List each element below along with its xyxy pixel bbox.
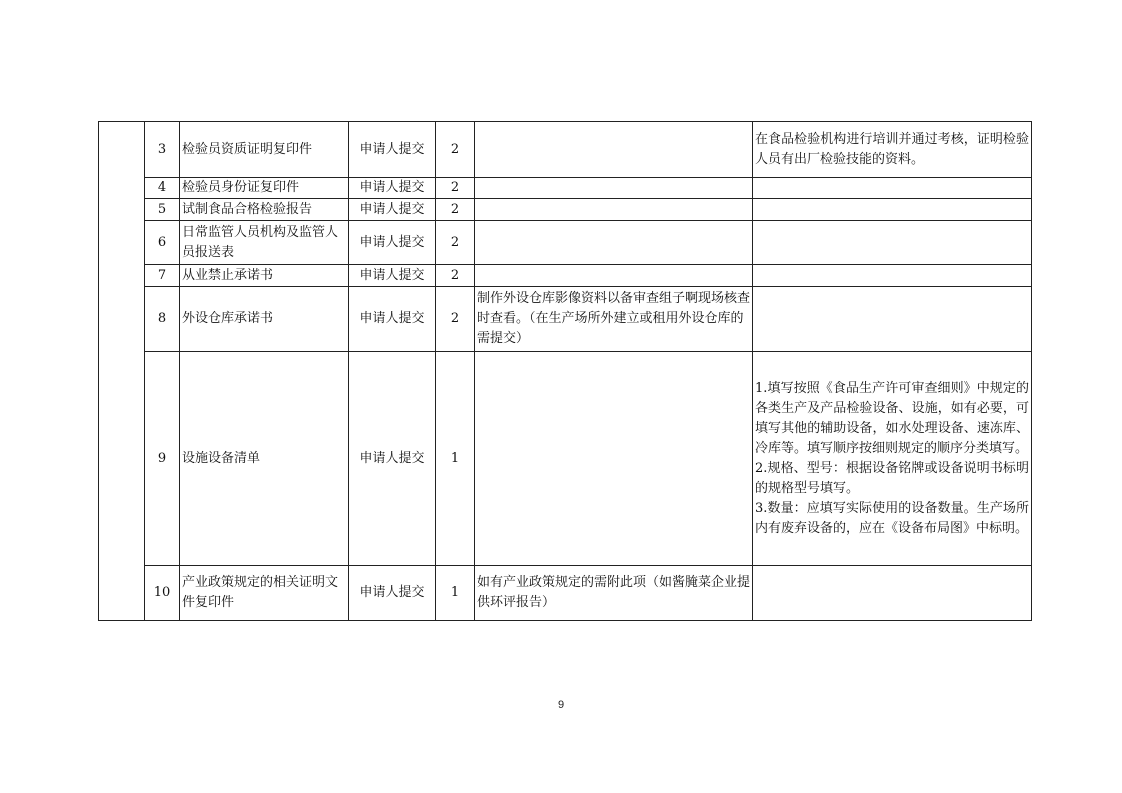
copies: 2 bbox=[436, 287, 475, 352]
group-cell bbox=[99, 122, 145, 621]
material-name: 试制食品合格检验报告 bbox=[180, 199, 349, 221]
copies: 2 bbox=[436, 221, 475, 265]
material-name: 检验员资质证明复印件 bbox=[180, 122, 349, 178]
note bbox=[475, 221, 753, 265]
copies: 1 bbox=[436, 566, 475, 621]
row-number: 7 bbox=[145, 265, 180, 287]
submitter: 申请人提交 bbox=[349, 122, 436, 178]
material-name: 从业禁止承诺书 bbox=[180, 265, 349, 287]
row-number: 6 bbox=[145, 221, 180, 265]
submitter: 申请人提交 bbox=[349, 199, 436, 221]
submitter: 申请人提交 bbox=[349, 178, 436, 199]
table-row bbox=[99, 566, 1032, 621]
note: 如有产业政策规定的需附此项（如酱腌菜企业提供环评报告） bbox=[475, 566, 753, 621]
note bbox=[475, 122, 753, 178]
requirement-line: 3.数量：应填写实际使用的设备数量。生产场所内有废弃设备的，应在《设备布局图》中标明。 bbox=[755, 500, 1029, 536]
requirement bbox=[753, 199, 1032, 221]
copies: 2 bbox=[436, 265, 475, 287]
note bbox=[475, 352, 753, 566]
row-number: 10 bbox=[145, 566, 180, 621]
row-number: 5 bbox=[145, 199, 180, 221]
copies: 2 bbox=[436, 199, 475, 221]
material-name: 外设仓库承诺书 bbox=[180, 287, 349, 352]
material-name: 产业政策规定的相关证明文件复印件 bbox=[180, 566, 349, 621]
note bbox=[475, 265, 753, 287]
requirement: 在食品检验机构进行培训并通过考核，证明检验人员有出厂检验技能的资料。 bbox=[753, 122, 1032, 178]
note bbox=[475, 178, 753, 199]
row-number: 8 bbox=[145, 287, 180, 352]
table-row bbox=[99, 178, 1032, 199]
submitter: 申请人提交 bbox=[349, 287, 436, 352]
submitter: 申请人提交 bbox=[349, 352, 436, 566]
table-row bbox=[99, 287, 1032, 352]
row-number: 9 bbox=[145, 352, 180, 566]
requirement bbox=[753, 352, 1032, 566]
note bbox=[475, 199, 753, 221]
requirement bbox=[753, 566, 1032, 621]
table-row bbox=[99, 265, 1032, 287]
submitter: 申请人提交 bbox=[349, 265, 436, 287]
requirement-line: 1.填写按照《食品生产许可审查细则》中规定的各类生产及产品检验设备、设施，如有必要，可填写其他的辅助设备，如水处理设备、速冻库、冷库等。填写顺序按细则规定的顺序分类填写。 bbox=[755, 380, 1029, 456]
table-row bbox=[99, 199, 1032, 221]
requirement bbox=[753, 265, 1032, 287]
submitter: 申请人提交 bbox=[349, 221, 436, 265]
submitter: 申请人提交 bbox=[349, 566, 436, 621]
row-number: 3 bbox=[145, 122, 180, 178]
requirement-line: 2.规格、型号：根据设备铭牌或设备说明书标明的规格型号填写。 bbox=[755, 460, 1029, 496]
requirement bbox=[753, 287, 1032, 352]
table-row bbox=[99, 352, 1032, 566]
copies: 2 bbox=[436, 122, 475, 178]
row-number: 4 bbox=[145, 178, 180, 199]
note: 制作外设仓库影像资料以备审查组子啊现场核查时查看。（在生产场所外建立或租用外设仓库的需提交） bbox=[475, 287, 753, 352]
copies: 1 bbox=[436, 352, 475, 566]
table-row bbox=[99, 221, 1032, 265]
requirement bbox=[753, 221, 1032, 265]
table-row bbox=[99, 122, 1032, 178]
page-number: 9 bbox=[557, 699, 565, 711]
materials-table bbox=[98, 121, 1032, 621]
copies: 2 bbox=[436, 178, 475, 199]
material-name: 日常监管人员机构及监管人员报送表 bbox=[180, 221, 349, 265]
material-name: 检验员身份证复印件 bbox=[180, 178, 349, 199]
material-name: 设施设备清单 bbox=[180, 352, 349, 566]
requirement bbox=[753, 178, 1032, 199]
